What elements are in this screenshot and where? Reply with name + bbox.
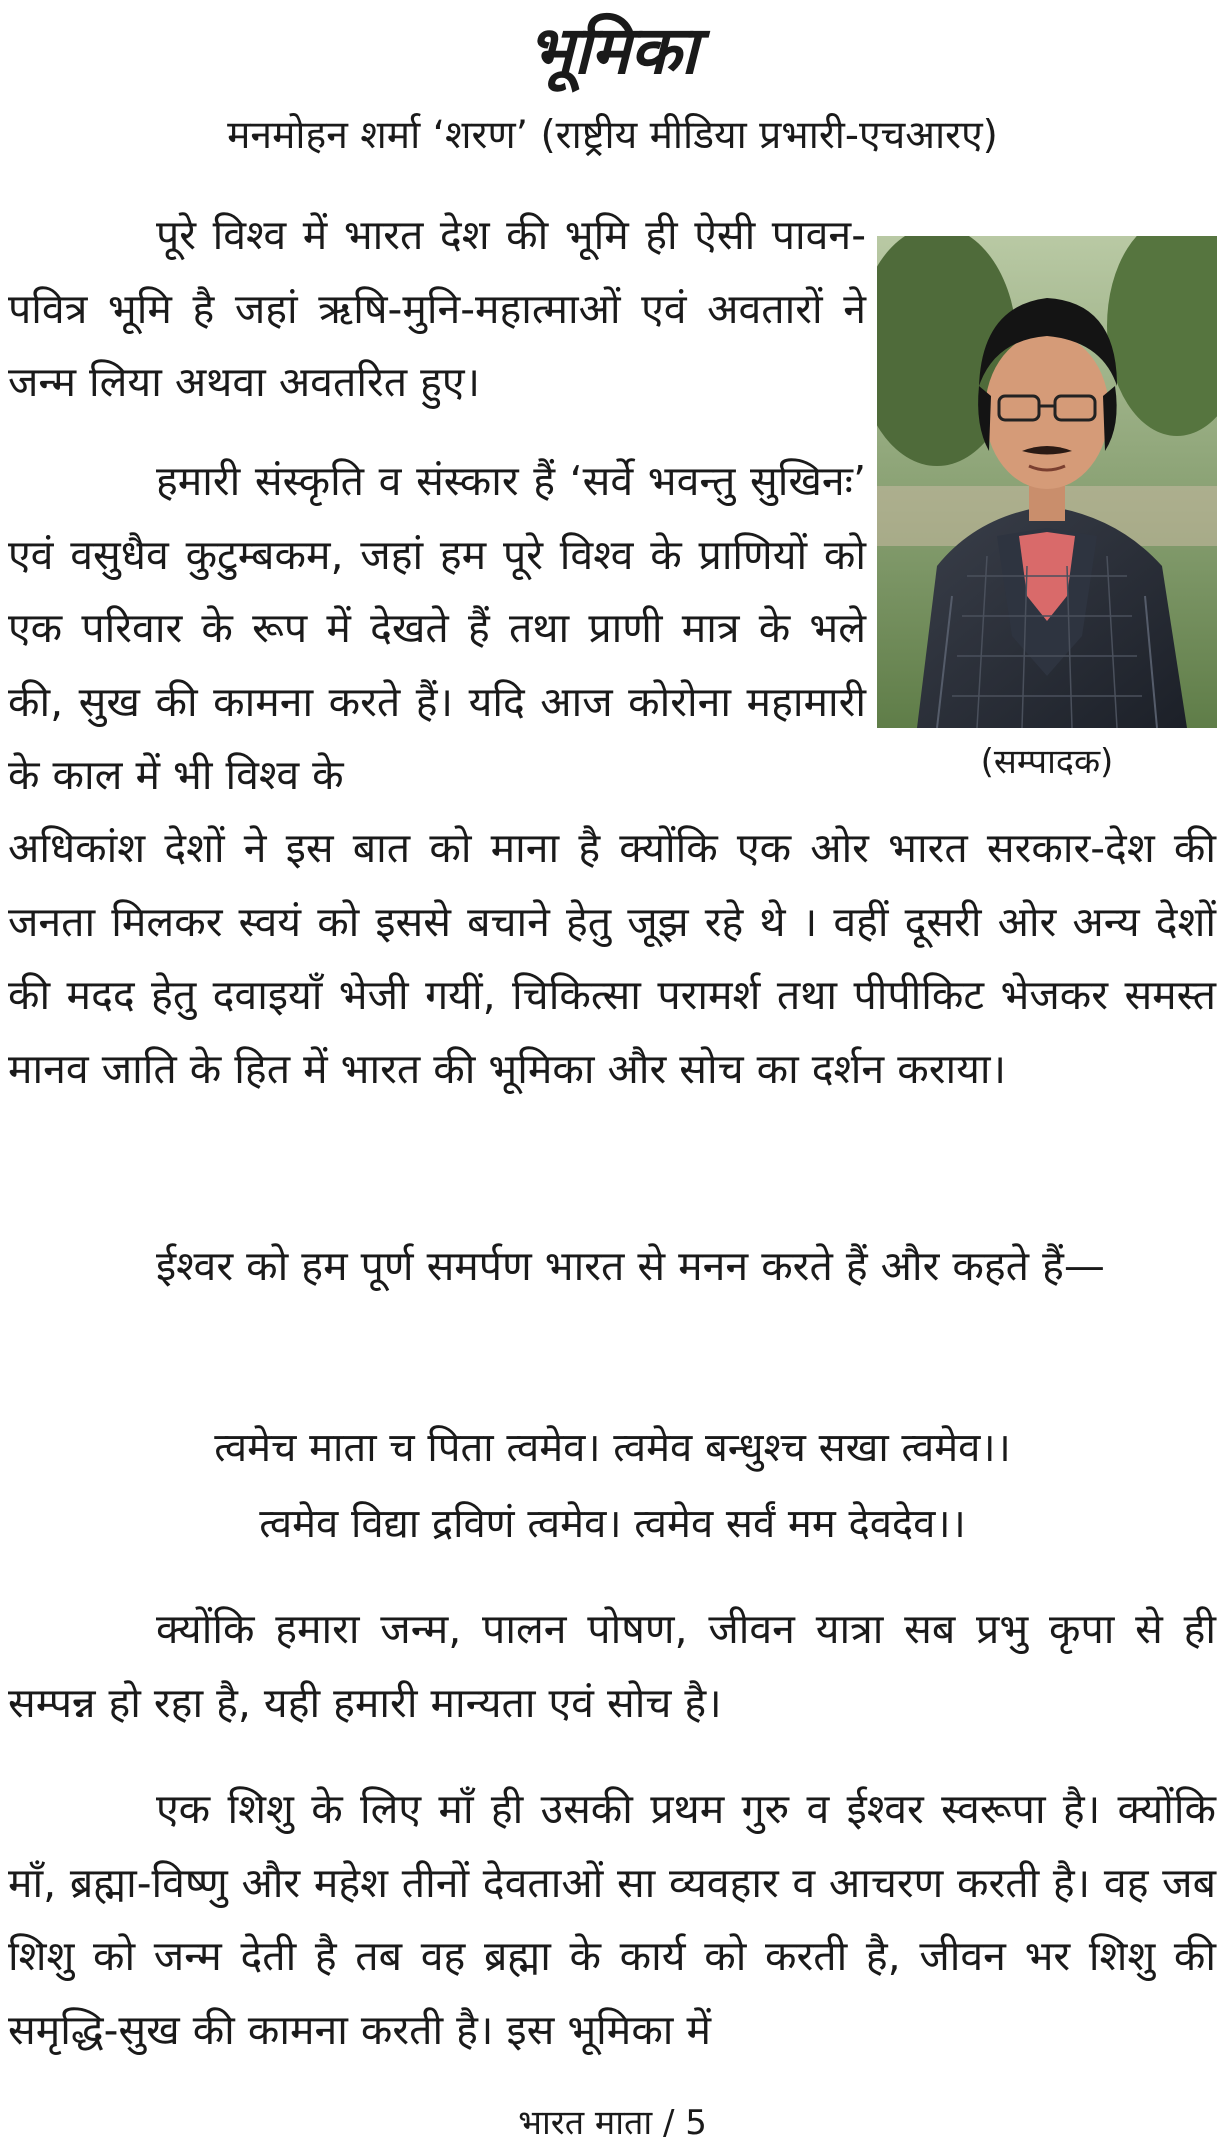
paragraph-1-text: पूरे विश्व में भारत देश की भूमि ही ऐसी पावन-पवित्र भूमि है जहां ऋषि-मुनि-महात्माओं एवं अवतारों ने जन्म लिया अथवा अवतरित हुए। [8,211,866,406]
paragraph-2-continued-text: अधिकांश देशों ने इस बात को माना है क्योंकि एक ओर भारत सरकार-देश की जनता मिलकर स्वयं को इससे बचाने हेतु जूझ रहे थे । वहीं दूसरी ओर अन्य देशों की मदद हेतु दवाइयाँ भेजी गयीं, चिकित्सा परामर्श तथा पीपीकिट भेजकर समस्त मानव जाति के हित में भारत की भूमिका और सोच का दर्शन कराया। [8,824,1216,1093]
portrait-image [877,236,1217,728]
page-footer: भारत माता / 5 [518,2103,707,2143]
paragraph-4-text: क्योंकि हमारा जन्म, पालन पोषण, जीवन यात्रा सब प्रभु कृपा से ही सम्पन्न हो रहा है, यही हमारी मान्यता एवं सोच है। [8,1605,1216,1727]
paragraph-1 [8,199,866,420]
paragraph-4 [8,1593,1216,1740]
paragraph-2 [8,445,866,813]
verse-line-2: त्वमेव विद्या द्रविणं त्वमेव। त्वमेव सर्वं मम देवदेव।। [259,1501,966,1547]
verse-line-1: त्वमेच माता च पिता त्वमेव। त्वमेव बन्धुश्च सखा त्वमेव।। [214,1425,1011,1471]
photo-caption: (सम्पादक) [980,742,1114,782]
author-line: मनमोहन शर्मा ‘शरण’ (राष्ट्रीय मीडिया प्रभारी-एचआरए) [227,113,998,158]
paragraph-2-text: हमारी संस्कृति व संस्कार हैं ‘सर्वे भवन्तु सुखिनः’ एवं वसुधैव कुटुम्बकम, जहां हम पूरे विश्व के प्राणियों को एक परिवार के रूप में देखते हैं तथा प्राणी मात्र के भले की, सुख की कामना करते हैं। यदि आज कोरोना महामारी के काल में भी विश्व के [8,457,866,799]
paragraph-3 [8,1230,1216,1304]
paragraph-5-text: एक शिशु के लिए माँ ही उसकी प्रथम गुरु व ईश्वर स्वरूपा है। क्योंकि माँ, ब्रह्मा-विष्णु और महेश तीनों देवताओं सा व्यवहार व आचरण करती है। वह जब शिशु को जन्म देती है तब वह ब्रह्मा के कार्य को करती है, जीवन भर शिशु की समृद्धि-सुख की कामना करती है। इस भूमिका में [8,1785,1216,2054]
paragraph-2-continued [8,812,1216,1106]
paragraph-3-text: ईश्वर को हम पूर्ण समर्पण भारत से मनन करते हैं और कहते हैं— [156,1242,1105,1290]
paragraph-5 [8,1773,1216,2067]
editor-photo [877,236,1217,728]
page-title: भूमिका [527,12,698,89]
